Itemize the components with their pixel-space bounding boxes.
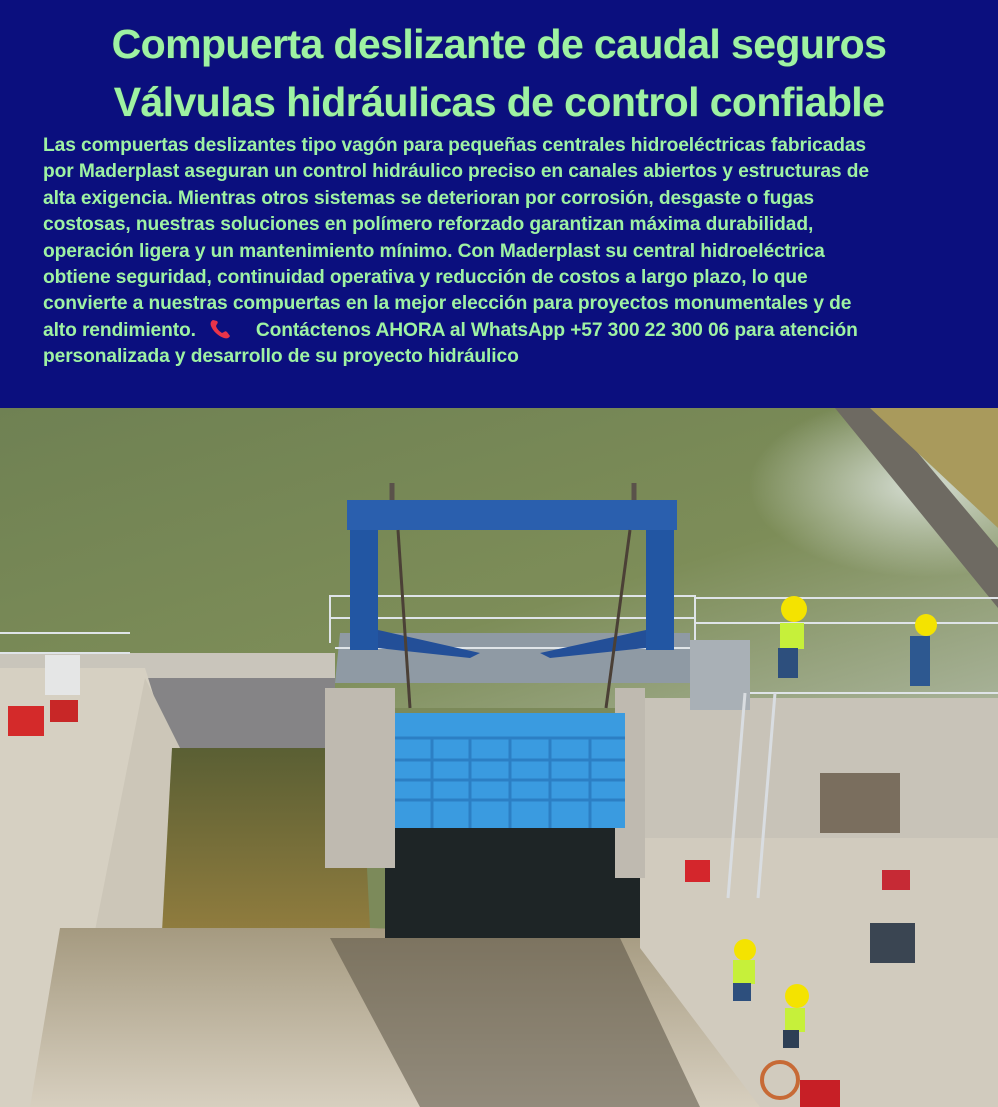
gate-illustration (0, 408, 998, 1107)
phone-icon (208, 318, 234, 340)
cta-line (43, 318, 983, 344)
description-line: alta exigencia. Mientras otros sistemas se deterioran por corrosión, desgaste o fugas (43, 187, 814, 209)
description-line: Las compuertas deslizantes tipo vagón para pequeñas centrales hidroeléctricas fabricadas (43, 135, 866, 156)
cta-prefix: alto rendimiento. (43, 319, 196, 341)
title-line-2: Válvulas hidráulicas de control confiable (113, 79, 885, 125)
description-line: obtiene seguridad, continuidad operativa y reducción de costos a largo plazo, lo que (43, 267, 808, 289)
hydraulic-gate-photo (0, 408, 998, 1107)
description-line: costosas, nuestras soluciones en polímero reforzado garantizan máxima durabilidad, (43, 214, 814, 236)
description-line: por Maderplast aseguran un control hidráulico preciso en canales abiertos y estructuras de (43, 161, 869, 183)
whatsapp-contact-text[interactable]: Contáctenos AHORA al WhatsApp +57 300 22 300 06 para atención (255, 319, 858, 341)
description-line: personalizada y desarrollo de su proyecto hidráulico (43, 346, 519, 368)
description-line: convierte a nuestras compuertas en la mejor elección para proyectos monumentales y de (43, 293, 852, 315)
description-line: operación ligera y un mantenimiento mínimo. Con Maderplast su central hidroeléctrica (43, 240, 825, 262)
text-banner (0, 0, 998, 408)
description-paragraph (43, 133, 983, 371)
title-line-1: Compuerta deslizante de caudal seguros (111, 21, 887, 67)
